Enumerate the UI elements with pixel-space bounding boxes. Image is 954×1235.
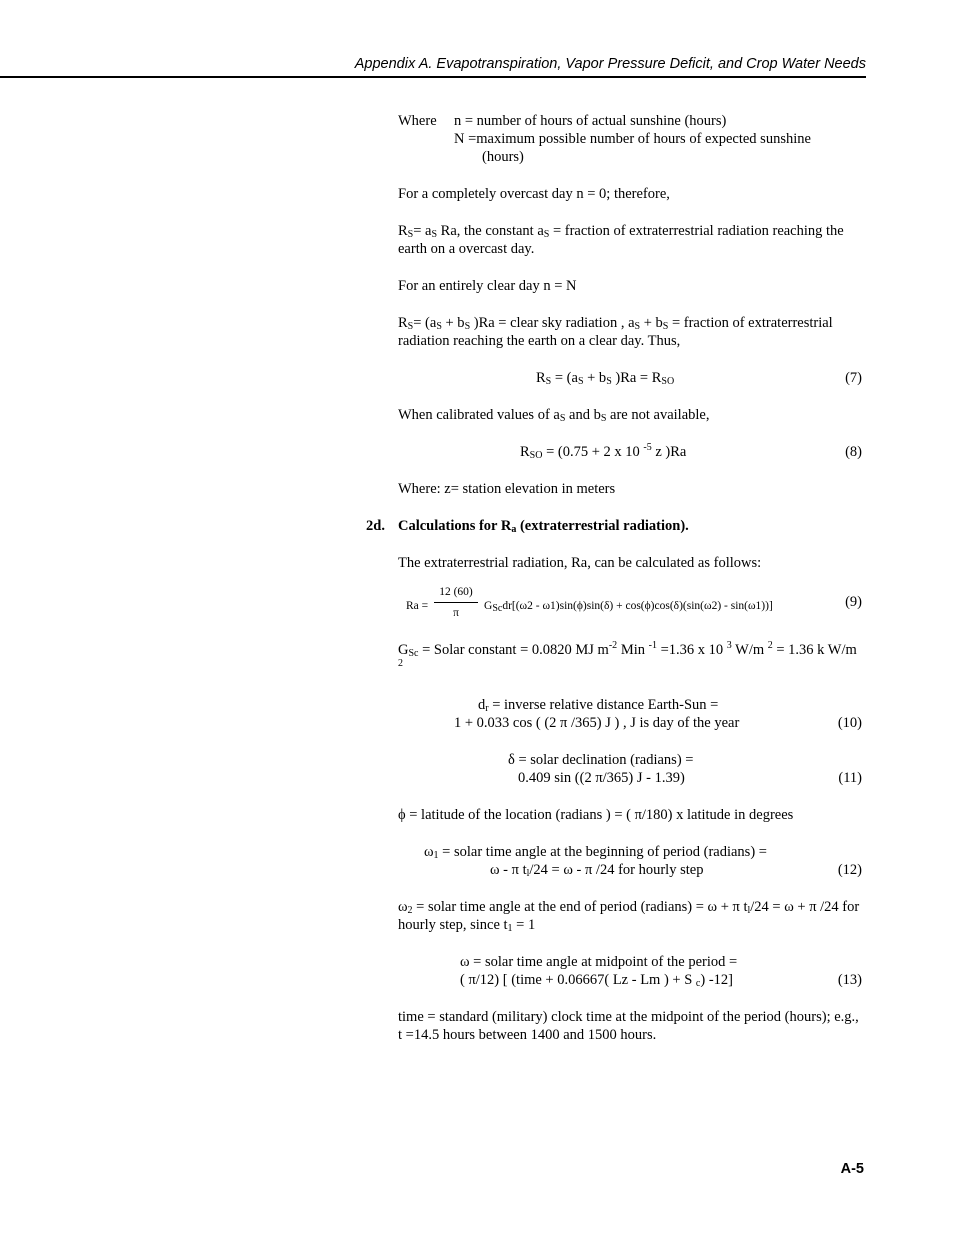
text: = a (413, 223, 432, 239)
equation-9 (398, 586, 864, 625)
subscript: SO (661, 376, 675, 387)
text: /24 = ω - π /24 for hourly step (529, 862, 704, 878)
equation-10-line2: 1 + 0.033 cos ( (2 π /365) J ) , J is day of the year (454, 715, 740, 731)
text: + b (583, 370, 607, 386)
text: Ra, the constant a (437, 223, 544, 239)
subscript: S (431, 229, 438, 240)
subscript: S (600, 413, 607, 424)
fraction-denominator: π (453, 607, 459, 619)
equation-13-line1: ω = solar time angle at midpoint of the period = (460, 954, 738, 970)
text: W/m (731, 642, 768, 658)
subscript: Sc (492, 603, 503, 614)
text: ω (398, 899, 408, 915)
text: = solar time angle at the beginning of period (radians) = (438, 844, 767, 860)
equation-number: (12) (837, 862, 862, 878)
equation-10 (398, 696, 864, 732)
text: When calibrated values of a (398, 407, 560, 423)
equation-13 (398, 953, 864, 989)
text: Min (617, 642, 649, 658)
phi-definition: ϕ = latitude of the location (radians ) = ( π/180) x latitude in degrees (398, 807, 794, 823)
ra-intro: The extraterrestrial radiation, Ra, can be calculated as follows: (398, 555, 762, 571)
equation-10-line1 (398, 696, 864, 714)
equation-13-line2 (398, 971, 864, 989)
text: = solar time angle at the end of period (radians) = ω + π t (412, 899, 748, 915)
equation-number: (13) (837, 972, 862, 988)
subscript: Sc (408, 648, 419, 659)
equation-9-fraction (434, 583, 478, 622)
document-body (366, 112, 864, 1063)
text: = inverse relative distance Earth-Sun = (488, 697, 719, 713)
text: dr[(ω2 - ω1)sin(ϕ)sin(δ) + cos(ϕ)cos(δ)(sin(ω2) - sin(ω1))] (502, 600, 773, 612)
subscript: S (543, 229, 550, 240)
section-number: 2d. (366, 518, 385, 534)
time-definition: time = standard (military) clock time at the midpoint of the period (hours); e.g., t =14.5 hours between 1400 and 1500 hours. (398, 1009, 859, 1043)
where-label: Where (398, 113, 437, 129)
rs-overcast-paragraph (398, 222, 864, 258)
text: z )Ra (651, 444, 687, 460)
N-definition: N =maximum possible number of hours of expected sunshine (454, 131, 811, 147)
subscript: S (407, 321, 414, 332)
equation-12-line1 (398, 843, 864, 861)
text: + b (640, 315, 663, 331)
equation-7-body (536, 369, 674, 387)
subscript: S (662, 321, 669, 332)
text: )Ra = R (611, 370, 662, 386)
text: = 1.36 k W/m (772, 642, 857, 658)
overcast-text: For a completely overcast day n = 0; therefore, (398, 186, 670, 202)
header-title: Appendix A. Evapotranspiration, Vapor Pressure Deficit, and Crop Water Needs (354, 56, 866, 72)
n-definition: n = number of hours of actual sunshine (hours) (454, 113, 727, 129)
subscript: 2 (407, 905, 413, 916)
equation-12 (398, 843, 864, 879)
equation-number: (9) (845, 594, 862, 610)
superscript: 3 (726, 640, 732, 651)
text: =1.36 x 10 (656, 642, 727, 658)
equation-number: (11) (838, 770, 862, 786)
section-heading (366, 517, 864, 535)
subscript: r (485, 703, 489, 714)
equation-7 (398, 369, 864, 387)
subscript: S (436, 321, 442, 332)
text: = fraction of extraterrestrial radiation reaching the earth on a overcast day. (398, 223, 844, 257)
text: = (0.75 + 2 x 10 (542, 444, 644, 460)
omega2-definition (398, 898, 864, 934)
subscript: S (606, 376, 612, 387)
text: R (536, 370, 546, 386)
equation-8-body (520, 443, 686, 461)
text: + b (441, 315, 465, 331)
subscript: S (545, 376, 552, 387)
text: R (398, 223, 408, 239)
equation-12-line2 (398, 861, 864, 879)
clear-day-text: For an entirely clear day n = N (398, 278, 577, 294)
text: ( π/12) [ (time + 0.06667( Lz - Lm ) + S (460, 972, 696, 988)
equation-9-body (484, 597, 773, 615)
subscript: S (464, 321, 471, 332)
superscript: 2 (767, 640, 773, 651)
where-block-sunshine (398, 112, 864, 166)
page-header (0, 54, 866, 78)
text: ω - π t (490, 862, 527, 878)
text: = Solar constant = 0.0820 MJ m (418, 642, 609, 658)
rs-clear-paragraph (398, 314, 864, 350)
text: ) -12] (700, 972, 733, 988)
superscript: -1 (648, 640, 657, 651)
subscript: S (577, 376, 584, 387)
text: (extraterrestrial radiation). (516, 518, 689, 534)
where-definitions (454, 112, 864, 166)
subscript: l (526, 868, 530, 879)
text: and b (565, 407, 601, 423)
superscript: 2 (398, 658, 403, 669)
subscript: a (511, 524, 517, 535)
text: /24 = ω + π /24 for hourly step, since t (398, 899, 860, 933)
text: G (398, 642, 409, 658)
page-number: A-5 (840, 1161, 864, 1177)
superscript: -5 (643, 442, 652, 453)
text: G (484, 600, 493, 612)
text: R (398, 315, 408, 331)
text: = (a (413, 315, 437, 331)
subscript: 1 (433, 850, 439, 861)
equation-11-line2: 0.409 sin ((2 π/365) J - 1.39) (518, 770, 685, 786)
equation-number: (8) (845, 444, 862, 460)
text: R (520, 444, 530, 460)
N-definition-units: (hours) (482, 149, 524, 165)
fraction-numerator: 12 (60) (434, 583, 478, 603)
text: = (a (551, 370, 578, 386)
equation-9-lhs: Ra = (406, 600, 429, 612)
subscript: 1 (507, 923, 513, 934)
subscript: l (747, 905, 751, 916)
subscript: S (407, 229, 414, 240)
superscript: -2 (608, 640, 618, 651)
equation-11 (398, 751, 864, 787)
calibrated-text (398, 406, 864, 424)
text: ω (424, 844, 434, 860)
equation-8 (398, 443, 864, 461)
equation-number: (10) (837, 715, 862, 731)
equation-number: (7) (845, 370, 862, 386)
text: = fraction of extraterrestrial radiation reaching the earth on a clear day. Thus, (398, 315, 833, 349)
equation-11-line1: δ = solar declination (radians) = (508, 752, 694, 768)
subscript: c (695, 978, 701, 989)
gsc-definition (398, 641, 864, 677)
subscript: SO (529, 450, 543, 461)
subscript: S (559, 413, 566, 424)
text: Calculations for R (398, 518, 512, 534)
subscript: S (634, 321, 641, 332)
text: = 1 (512, 917, 536, 933)
text: are not available, (606, 407, 710, 423)
text: )Ra = clear sky radiation , a (470, 315, 635, 331)
where-elevation: Where: z= station elevation in meters (398, 481, 616, 497)
text: d (478, 697, 486, 713)
